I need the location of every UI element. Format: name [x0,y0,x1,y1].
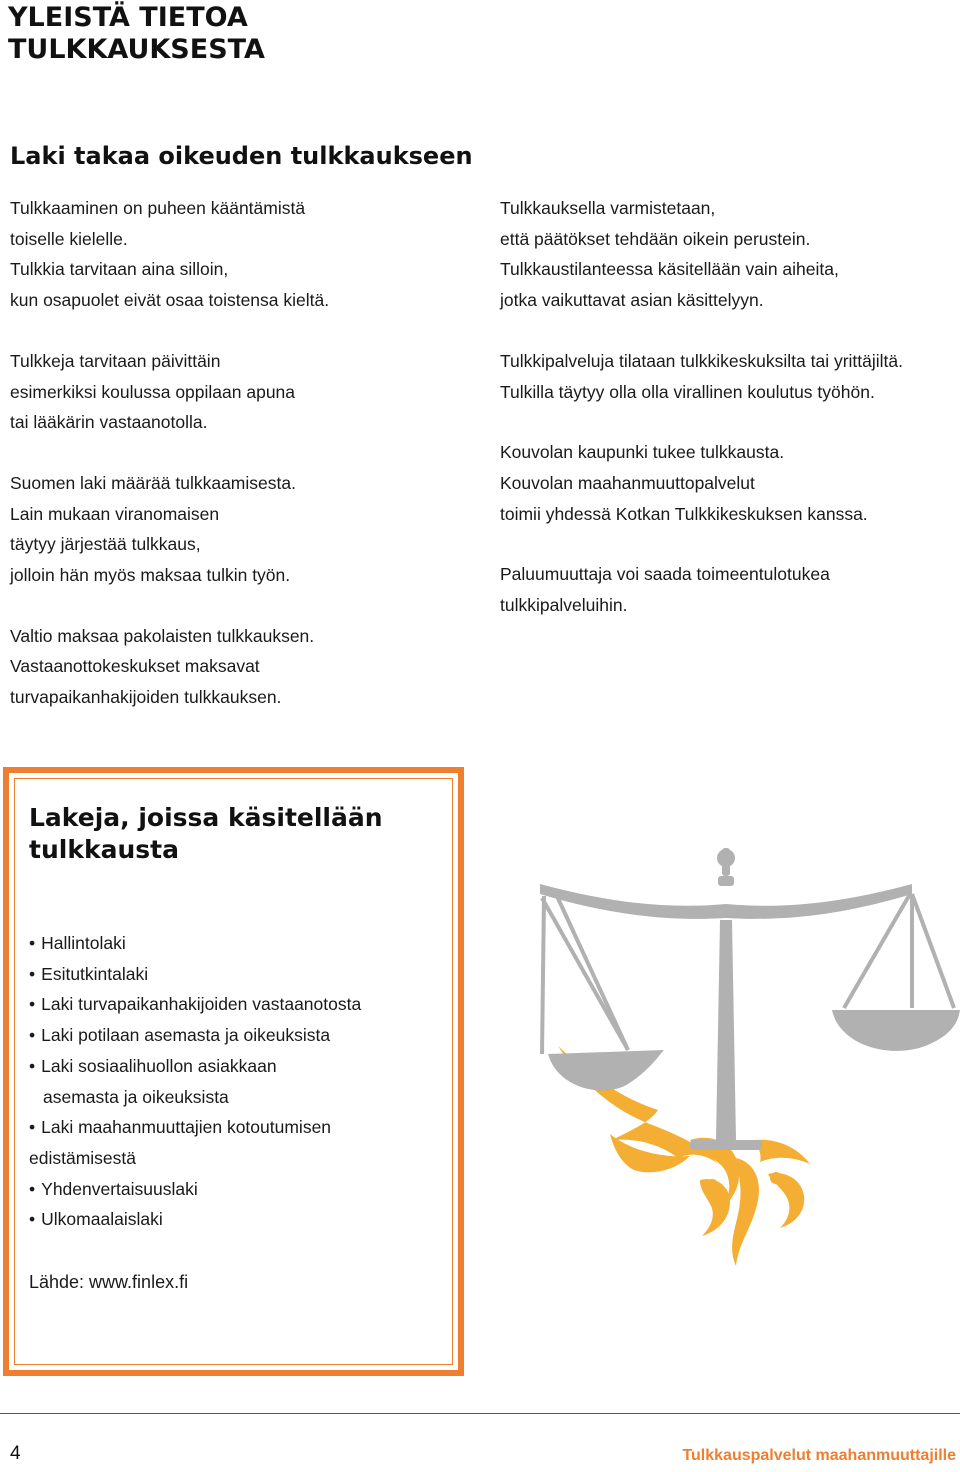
list-item [29,1020,361,1051]
list-item-text: • Laki maahanmuuttajien kotoutumisen [29,1112,361,1143]
page-title [8,2,265,66]
law-list [29,928,361,1235]
right-column [500,193,960,621]
text-line: täytyy järjestää tulkkaus, [10,534,201,555]
paragraph [500,437,960,529]
laws-box-heading [29,802,383,866]
text-line: Tulkkaustilanteessa käsitellään vain aiheita, [500,259,839,280]
text-line: Tulkkauksella varmistetaan, [500,198,716,218]
list-item [29,928,361,959]
page-title-line: YLEISTÄ TIETOA [8,2,248,33]
list-item-text-continued: asemasta ja oikeuksista [43,1086,229,1107]
text-line: turvapaikanhakijoiden tulkkauksen. [10,687,282,708]
list-item-text: • Laki turvapaikanhakijoiden vastaanotosta [29,989,361,1020]
list-item [29,1051,361,1112]
text-line: Vastaanottokeskukset maksavat [10,656,260,677]
paragraph [10,193,470,316]
list-item-text: • Hallintolaki [29,928,361,959]
list-item-text: • Yhdenvertaisuuslaki [29,1174,361,1205]
text-line: tulkkipalveluihin. [500,595,628,616]
list-item-text: • Esitutkintalaki [29,959,361,990]
text-line: jotka vaikuttavat asian käsittelyyn. [500,290,764,311]
text-line: Kouvolan kaupunki tukee tulkkausta. [500,442,785,463]
text-line: Kouvolan maahanmuuttopalvelut [500,472,755,493]
paragraph [10,621,470,713]
scales-of-justice-icon [540,840,960,1280]
footer-title: Tulkkauspalvelut maahanmuuttajille [682,1447,956,1464]
list-item [29,1112,361,1173]
source-note: Lähde: www.finlex.fi [29,1272,189,1292]
left-column [10,193,470,713]
text-line: Lain mukaan viranomaisen [10,503,220,524]
paragraph [500,193,960,316]
page-number: 4 [10,1443,21,1464]
page-title-line: TULKKAUKSESTA [8,34,265,65]
text-line: Tulkkipalveluja tilataan tulkkikeskuksilta tai yrittäjiltä. [500,350,903,371]
text-line: Tulkkia tarvitaan aina silloin, [10,259,229,280]
list-item-text: • Laki potilaan asemasta ja oikeuksista [29,1020,361,1051]
text-line: esimerkiksi koulussa oppilaan apuna [10,381,296,402]
text-line: tai lääkärin vastaanotolla. [10,412,208,433]
scales [540,848,960,1150]
paragraph [500,559,960,620]
text-line: Tulkkeja tarvitaan päivittäin [10,350,221,371]
text-line: Tulkilla täytyy olla olla virallinen koulutus työhön. [500,381,875,402]
list-item-text-continued: edistämisestä [29,1147,136,1168]
paragraph [500,346,960,407]
paragraph [10,346,470,438]
paragraph [10,468,470,591]
text-line: Valtio maksaa pakolaisten tulkkauksen. [10,625,315,646]
section-heading: Laki takaa oikeuden tulkkaukseen [10,142,473,170]
heading-line: Lakeja, joissa käsitellään [29,803,383,832]
text-line: että päätökset tehdään oikein perustein. [500,228,811,249]
text-line: Paluumuuttaja voi saada toimeentulotukea [500,564,830,585]
text-line: kun osapuolet eivät osaa toistensa kieltä. [10,290,330,311]
list-item [29,989,361,1020]
list-item-text: • Ulkomaalaislaki [29,1204,361,1235]
list-item [29,959,361,990]
text-line: Tulkkaaminen on puheen kääntämistä [10,198,306,218]
text-line: Suomen laki määrää tulkkaamisesta. [10,472,296,493]
text-line: toimii yhdessä Kotkan Tulkkikeskuksen kanssa. [500,503,868,524]
heading-line: tulkkausta [29,835,179,864]
footer-divider [0,1413,960,1414]
text-line: toiselle kielelle. [10,228,128,249]
list-item-text: • Laki sosiaalihuollon asiakkaan [29,1051,361,1082]
list-item [29,1174,361,1205]
list-item [29,1204,361,1235]
text-line: jolloin hän myös maksaa tulkin työn. [10,565,291,586]
